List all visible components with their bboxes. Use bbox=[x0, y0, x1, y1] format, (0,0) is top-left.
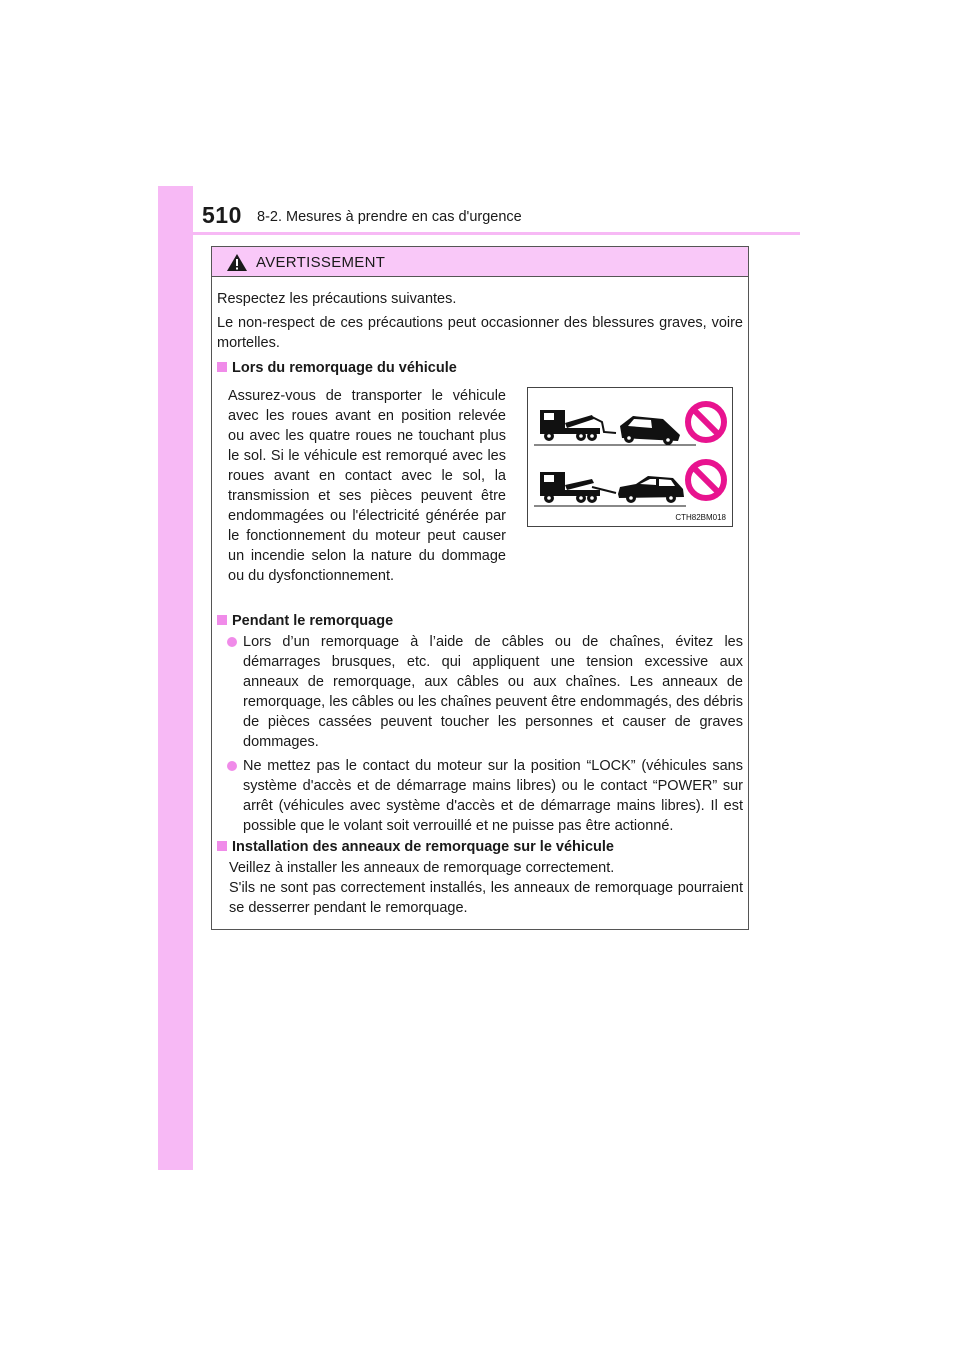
square-bullet-icon bbox=[217, 841, 227, 851]
round-bullet-icon bbox=[227, 761, 237, 771]
tow-truck-icon bbox=[540, 410, 616, 441]
side-tab-strip bbox=[158, 186, 193, 1170]
warning-intro-1: Respectez les précautions suivantes. bbox=[217, 291, 457, 307]
subheading-towing-vehicle bbox=[217, 358, 457, 378]
warning-intro-2: Le non-respect de ces précautions peut occasionner des blessures graves, voire mortelles. bbox=[217, 315, 743, 351]
subheading-installing-towing-eyelets bbox=[217, 837, 614, 857]
towing-vehicle-text: Assurez-vous de transporter le véhicule avec les roues avant en position relevée ou avec les quatre roues ne touchant plus le sol. Si le véhicule est remorqué avec les roues avant en contact avec le sol, la transmission et ses pièces peuvent être endommagées ou l'électricité générée par le fonctionnement du moteur peut causer un incendie selon la nature du dommage ou du dysfonctionnement. bbox=[228, 388, 506, 584]
subheading-text: Pendant le remorquage bbox=[232, 613, 394, 629]
car-icon bbox=[618, 476, 684, 503]
subheading-text: Lors du remorquage du véhicule bbox=[232, 360, 457, 376]
warning-triangle-icon bbox=[226, 253, 248, 272]
car-icon bbox=[620, 416, 680, 445]
square-bullet-icon bbox=[217, 615, 227, 625]
tow-truck-icon bbox=[540, 472, 616, 503]
prohibited-sign-icon bbox=[688, 404, 724, 440]
towing-illustration bbox=[527, 387, 733, 527]
figure-code: CTH82BM018 bbox=[675, 513, 726, 522]
round-bullet-icon bbox=[227, 637, 237, 647]
square-bullet-icon bbox=[217, 362, 227, 372]
subheading-text: Installation des anneaux de remorquage sur le véhicule bbox=[232, 839, 614, 855]
towing-illustration-svg bbox=[528, 388, 732, 526]
warning-header bbox=[212, 247, 748, 277]
during-towing-bullet-1: Lors d’un remorquage à l’aide de câbles ou de chaînes, évitez les démarrages brusques, etc. qui appliquent une tension excessive aux anneaux de remorquage, aux câbles ou aux chaînes. Les anneaux de remorquage, les câbles ou les chaînes peuvent être endommagés, des débris de pièces cassées peuvent toucher les personnes et causer de graves dommages. bbox=[243, 634, 743, 750]
installing-eyelets-text-2: S'ils ne sont pas correctement installés, les anneaux de remorquage pourraient se desserrer pendant le remorquage. bbox=[229, 880, 743, 916]
page-number: 510 bbox=[202, 202, 242, 228]
section-title: 8-2. Mesures à prendre en cas d'urgence bbox=[257, 209, 522, 225]
subheading-during-towing bbox=[217, 611, 393, 631]
installing-eyelets-text-1: Veillez à installer les anneaux de remorquage correctement. bbox=[229, 860, 615, 876]
prohibited-sign-icon bbox=[688, 462, 724, 498]
header-rule bbox=[158, 232, 800, 235]
during-towing-bullet-2: Ne mettez pas le contact du moteur sur la position “LOCK” (véhicules sans système d'accès et de démarrage mains libres) ou le contact “POWER” sur arrêt (véhicules avec système d'accès et de démarrage mains libres). Il est possible que le volant soit verrouillé et ne puisse pas être actionné. bbox=[243, 758, 743, 834]
warning-label: AVERTISSEMENT bbox=[256, 254, 386, 271]
